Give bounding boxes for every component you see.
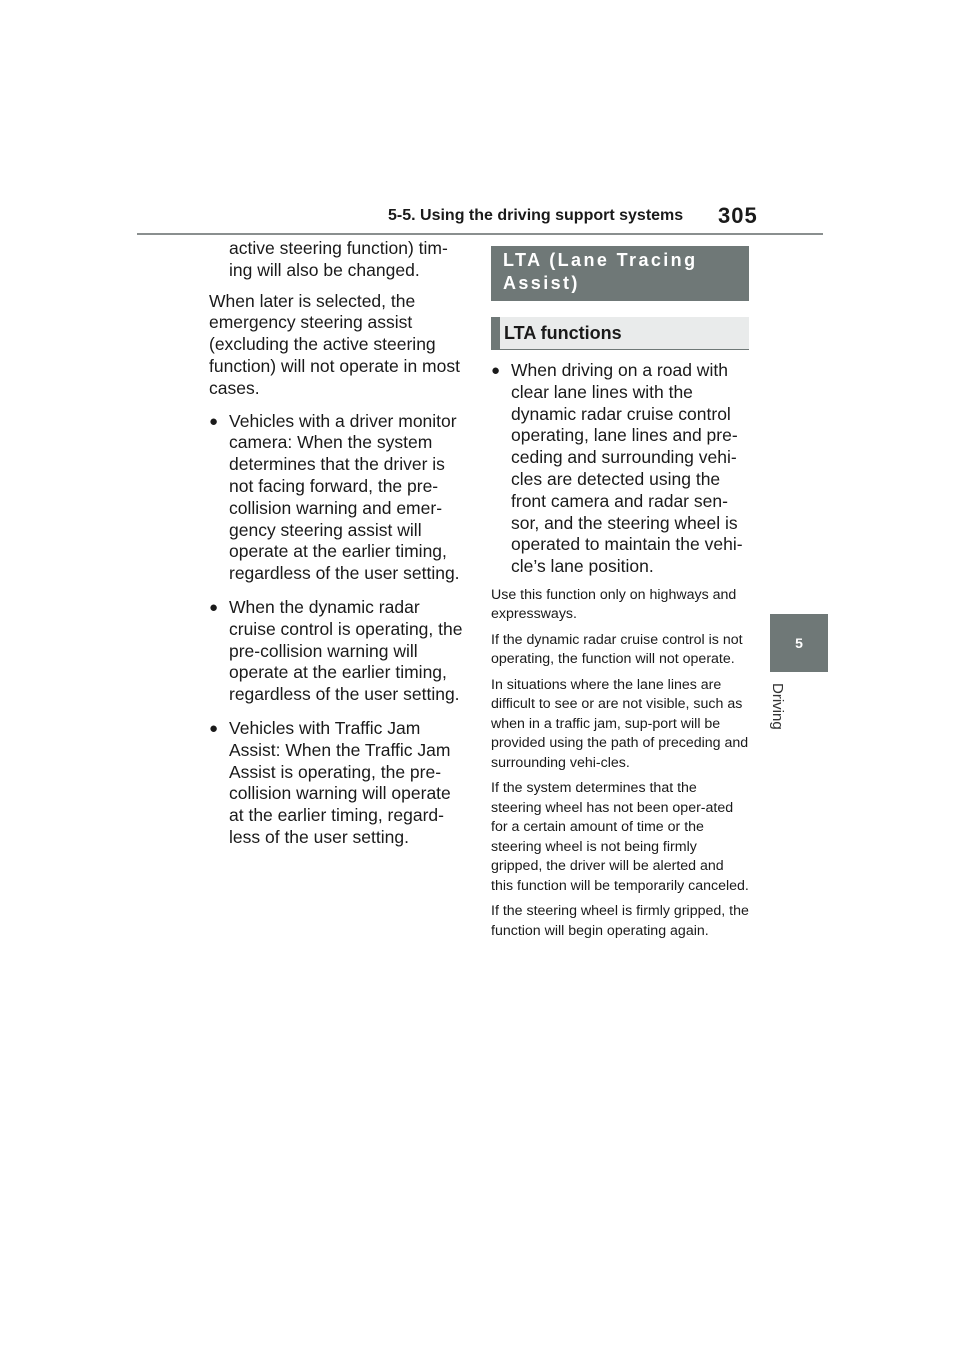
- chapter-tab-label: Driving: [769, 683, 786, 730]
- running-header-title: 5-5. Using the driving support systems: [388, 207, 684, 224]
- subsection-heading: LTA functions: [491, 317, 749, 350]
- section-heading: LTA (Lane Tracing Assist): [491, 246, 749, 301]
- note-paragraph: In situations where the lane lines are difficult to see or are not visible, such as when in a traffic jam, sup-port will be provided using the path of preceding and surrounding vehi-cles.: [491, 676, 749, 771]
- note-paragraph: If the system determines that the steering wheel has not been oper-ated for a certain amount of time or the steering wheel is not being firmly gripped, the driver will be alerted and this function will be temporarily canceled.: [491, 780, 749, 894]
- bullet-item: ● When the dynamic radar cruise control is operating, the pre-collision warning will operate at the earlier timing, regardless of the user setting.: [209, 597, 467, 706]
- bullet-item: ● Vehicles with Traffic Jam Assist: When the Traffic Jam Assist is operating, the pre-collision warning will operate at the earlier timing, regard-less of the user setting.: [209, 718, 467, 849]
- right-column: [491, 246, 749, 947]
- header-divider: [137, 233, 823, 235]
- note-paragraph: Use this function only on highways and expressways.: [491, 586, 737, 623]
- note-paragraph: If the dynamic radar cruise control is not operating, the function will not operate.: [491, 631, 743, 668]
- bullet-item: ● When driving on a road with clear lane lines with the dynamic radar cruise control operating, lane lines and pre-ceding and surrounding vehi-cles are detected using the front camera and radar sen-sor, and the steering wheel is operated to maintain the vehi-cle’s lane position.: [491, 360, 749, 578]
- left-column: [209, 238, 467, 861]
- body-paragraph: When later is selected, the emergency steering assist (excluding the active steering function) will not operate in most cases.: [209, 290, 460, 398]
- page-number: 305: [718, 203, 758, 228]
- note-paragraph: If the steering wheel is firmly gripped, the function will begin operating again.: [491, 903, 749, 939]
- continued-text: active steering function) tim-ing will also be changed.: [229, 238, 448, 280]
- bullet-item: ● Vehicles with a driver monitor camera: When the system determines that the driver is not facing forward, the pre-collision warning and emer-gency steering assist will operate at the earlier timing, regardless of the user setting.: [209, 411, 467, 585]
- section-body: [491, 360, 749, 941]
- chapter-tab-number: 5: [770, 614, 828, 672]
